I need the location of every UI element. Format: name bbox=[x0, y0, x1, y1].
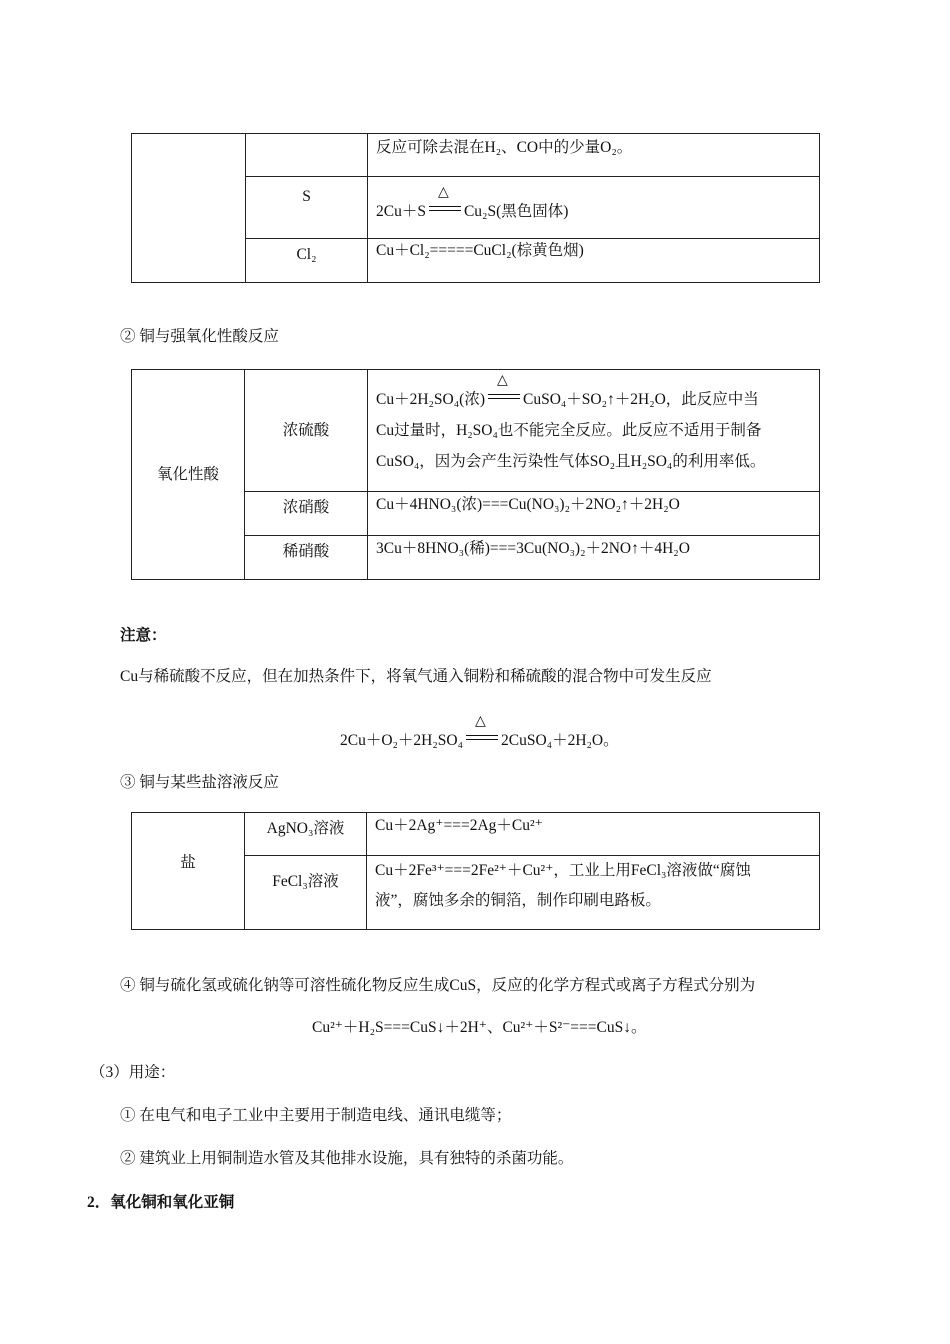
equation-right: Cu₂S(黑色固体) bbox=[463, 203, 569, 220]
reaction-cell: Cu＋2Ag⁺===2Ag＋Cu²⁺ bbox=[367, 813, 820, 856]
reaction-note-line: Cu过量时，H₂SO₄也不能完全反应。此反应不适用于制备 bbox=[376, 422, 762, 439]
category-cell bbox=[132, 134, 246, 283]
heat-triangle-icon: △ bbox=[496, 373, 508, 388]
section-heading-acids: ② 铜与强氧化性酸反应 bbox=[120, 328, 279, 345]
table-copper-nonmetal-reactions bbox=[131, 133, 820, 283]
equation-left: 2Cu＋O₂＋2H₂SO₄ bbox=[340, 732, 464, 749]
table-row bbox=[132, 134, 820, 177]
reaction-cell: 反应可除去混在H₂、CO中的少量O₂。 bbox=[368, 134, 820, 177]
reaction-cell: Cu＋Cl₂=====CuCl₂(棕黄色烟) bbox=[368, 239, 820, 283]
table-salt-solutions bbox=[131, 812, 820, 930]
acid-name-cell: 浓硝酸 bbox=[245, 492, 368, 536]
note-text: Cu与稀硫酸不反应，但在加热条件下，将氧气通入铜粉和稀硫酸的混合物中可发生反应 bbox=[120, 668, 712, 685]
table-row bbox=[132, 370, 820, 492]
heat-condition-sign bbox=[463, 714, 501, 749]
uses-item-2: ② 建筑业上用铜制造水管及其他排水设施，具有独特的杀菌功能。 bbox=[120, 1150, 574, 1167]
sulfide-reaction-text: ④ 铜与硫化氢或硫化钠等可溶性硫化物反应生成CuS，反应的化学方程式或离子方程式分别为 bbox=[120, 977, 756, 994]
double-line bbox=[488, 394, 520, 399]
reaction-cell bbox=[368, 177, 820, 239]
heat-condition-sign bbox=[426, 185, 464, 220]
reaction-cell: Cu＋4HNO₃(浓)===Cu(NO₃)₂＋2NO₂↑＋2H₂O bbox=[368, 492, 820, 536]
equation-right: CuSO₄＋SO₂↑＋2H₂O，此反应中当 bbox=[522, 391, 759, 408]
reagent-cell: Cl₂ bbox=[246, 239, 368, 283]
reagent-cell: S bbox=[246, 177, 368, 239]
acid-name-cell: 稀硝酸 bbox=[245, 536, 368, 580]
note-title: 注意： bbox=[120, 627, 167, 644]
category-cell: 氧化性酸 bbox=[132, 370, 245, 580]
salt-name-cell: FeCl₃溶液 bbox=[245, 856, 367, 930]
note-equation bbox=[340, 714, 619, 750]
reagent-cell bbox=[246, 134, 368, 177]
table-oxidizing-acids bbox=[131, 369, 820, 580]
uses-heading: （3）用途： bbox=[90, 1064, 176, 1081]
heat-triangle-icon: △ bbox=[475, 714, 486, 729]
section-title: 2．氧化铜和氧化亚铜 bbox=[87, 1194, 235, 1211]
sulfide-equations: Cu²⁺＋H₂S===CuS↓＋2H⁺、Cu²⁺＋S²⁻===CuS↓。 bbox=[312, 1019, 647, 1036]
heat-condition-sign bbox=[485, 373, 523, 408]
table-row bbox=[132, 813, 820, 856]
double-line bbox=[466, 735, 498, 740]
reaction-cell: 3Cu＋8HNO₃(稀)===3Cu(NO₃)₂＋2NO↑＋4H₂O bbox=[368, 536, 820, 580]
section-heading-salts: ③ 铜与某些盐溶液反应 bbox=[120, 774, 279, 791]
double-line bbox=[429, 206, 461, 211]
reaction-line: 液”，腐蚀多余的铜箔，制作印刷电路板。 bbox=[375, 892, 661, 909]
uses-item-1: ① 在电气和电子工业中主要用于制造电线、通讯电缆等； bbox=[120, 1107, 512, 1124]
heat-triangle-icon: △ bbox=[437, 185, 449, 200]
reaction-note-line: CuSO₄，因为会产生污染性气体SO₂且H₂SO₄的利用率低。 bbox=[376, 453, 766, 470]
equation-left: Cu＋2H₂SO₄(浓) bbox=[376, 391, 485, 408]
salt-name-cell: AgNO₃溶液 bbox=[245, 813, 367, 856]
acid-name-cell: 浓硫酸 bbox=[245, 370, 368, 492]
category-cell: 盐 bbox=[132, 813, 245, 930]
equation-right: 2CuSO₄＋2H₂O。 bbox=[501, 732, 619, 749]
reaction-cell bbox=[368, 370, 820, 492]
reaction-line: Cu＋2Fe³⁺===2Fe²⁺＋Cu²⁺，工业上用FeCl₃溶液做“腐蚀 bbox=[375, 862, 751, 879]
reaction-cell bbox=[367, 856, 820, 930]
equation-left: 2Cu＋S bbox=[376, 203, 426, 220]
